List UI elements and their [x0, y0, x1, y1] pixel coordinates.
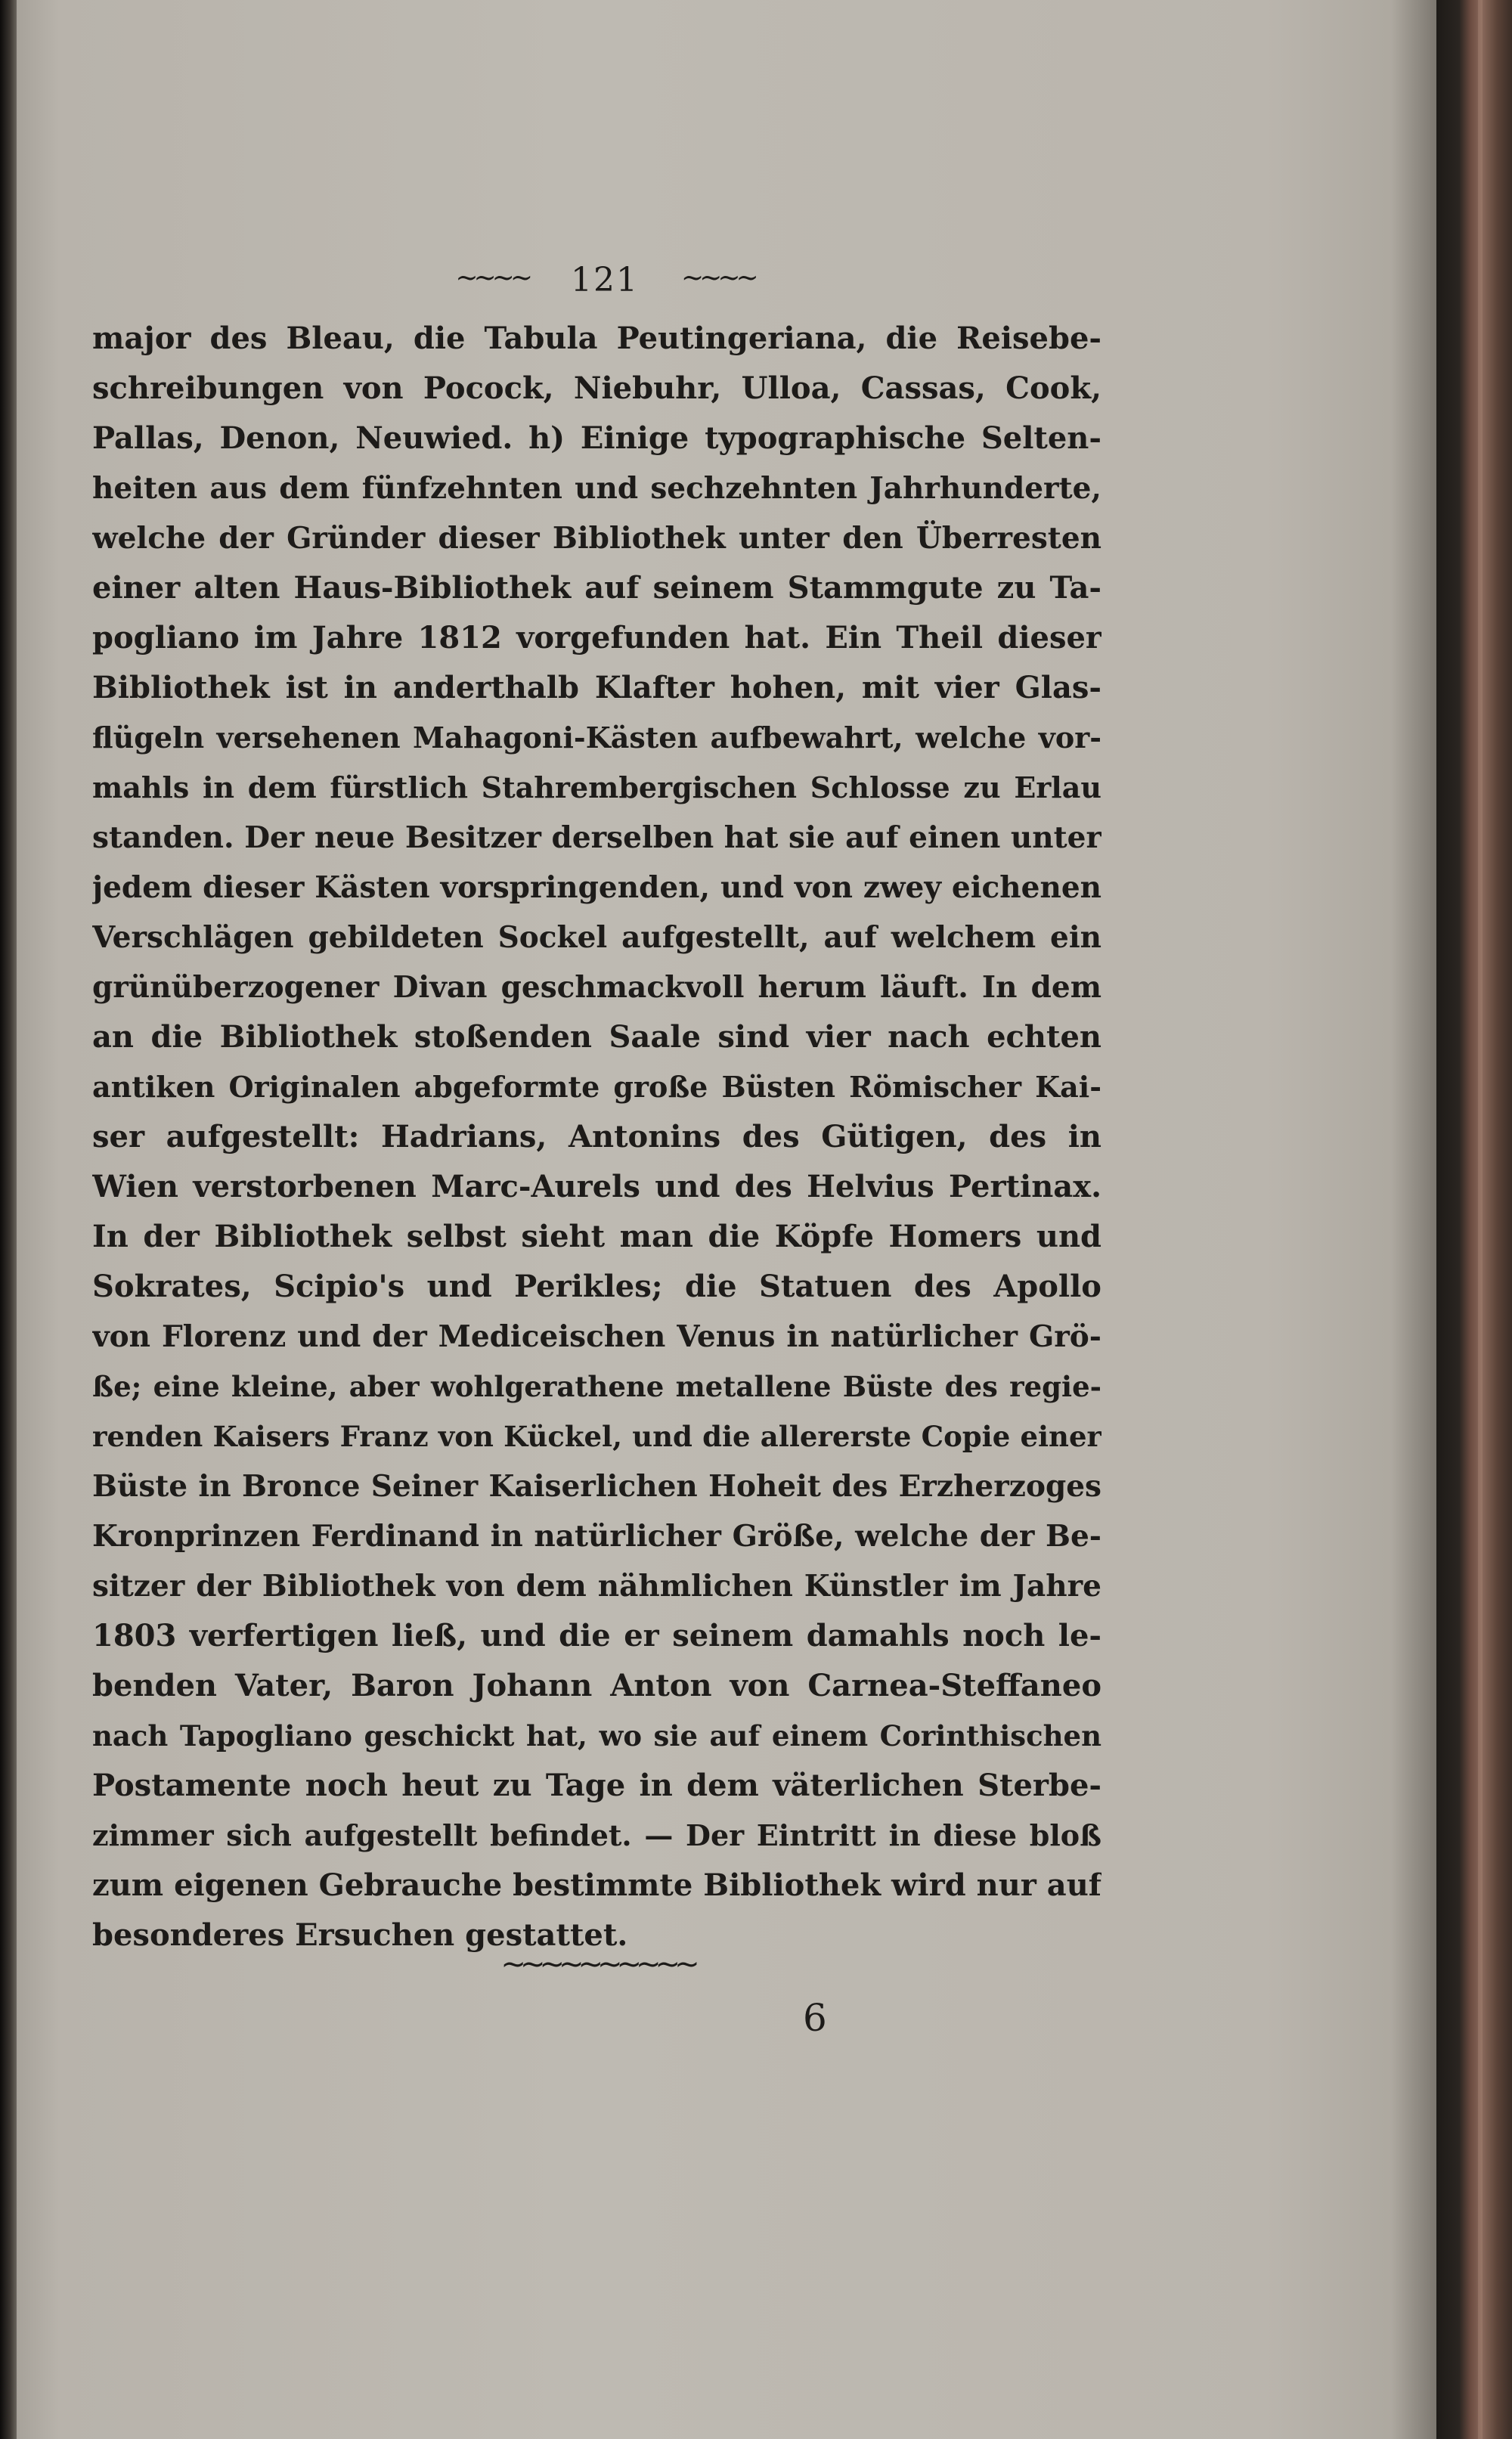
text-line: heiten aus dem fünfzehnten und sechzehnten Jahrhunderte, — [92, 471, 1101, 506]
text-line: ser aufgestellt: Hadrians, Antonins des Gütigen, des in — [92, 1119, 1101, 1154]
text-line: antiken Originalen abgeformte große Büsten Römischer Kai- — [92, 1070, 1101, 1104]
header-ornament-left: ~~~~ — [455, 262, 528, 293]
book-left-edge — [0, 0, 17, 2439]
text-line: schreibungen von Pocock, Niebuhr, Ulloa, Cassas, Cook, — [92, 370, 1101, 406]
text-line: sitzer der Bibliothek von dem nähmlichen Künstler im Jahre — [92, 1569, 1101, 1604]
text-line: ße; eine kleine, aber wohlgerathene metallene Büste des regie- — [92, 1370, 1101, 1403]
text-line: besonderes Ersuchen gestattet. — [92, 1917, 628, 1953]
text-line: Sokrates, Scipio's und Perikles; die Statuen des Apollo — [92, 1269, 1101, 1304]
text-line: Verschlägen gebildeten Sockel aufgestellt, auf welchem ein — [92, 920, 1101, 955]
end-ornament: ~~~~~~~~~~ — [500, 1947, 694, 1982]
text-line: Wien verstorbenen Marc-Aurels und des Helvius Pertinax. — [92, 1169, 1101, 1204]
text-line: renden Kaisers Franz von Kückel, und die allererste Copie einer — [92, 1420, 1101, 1453]
text-line: von Florenz und der Mediceischen Venus in natürlicher Grö- — [92, 1319, 1101, 1354]
text-line: Postamente noch heut zu Tage in dem väterlichen Sterbe- — [92, 1768, 1101, 1803]
text-line: 1803 verfertigen ließ, und die er seinem damahls noch le- — [92, 1618, 1101, 1653]
text-line: an die Bibliothek stoßenden Saale sind vier nach echten — [92, 1019, 1101, 1055]
text-line: zimmer sich aufgestellt befindet. — Der Eintritt in diese bloß — [92, 1818, 1101, 1852]
page-number: 121 — [571, 261, 639, 299]
running-header — [446, 261, 764, 299]
text-line: flügeln versehenen Mahagoni-Kästen aufbewahrt, welche vor- — [92, 721, 1101, 755]
text-line: nach Tapogliano geschickt hat, wo sie auf einem Corinthischen — [92, 1719, 1101, 1753]
text-line: grünüberzogener Divan geschmackvoll herum läuft. In dem — [92, 970, 1101, 1005]
text-line: Kronprinzen Ferdinand in natürlicher Größe, welche der Be- — [92, 1519, 1101, 1554]
text-line: Büste in Bronce Seiner Kaiserlichen Hoheit des Erzherzoges — [92, 1469, 1101, 1504]
text-line: mahls in dem fürstlich Stahrembergischen Schlosse zu Erlau — [92, 770, 1101, 804]
text-line: major des Bleau, die Tabula Peutingeriana, die Reisebe- — [92, 321, 1101, 356]
text-line: Pallas, Denon, Neuwied. h) Einige typographische Selten- — [92, 420, 1101, 456]
text-line: Bibliothek ist in anderthalb Klafter hohen, mit vier Glas- — [92, 670, 1101, 705]
page-edge-stripe — [1478, 0, 1483, 2439]
text-line: pogliano im Jahre 1812 vorgefunden hat. Ein Theil dieser — [92, 620, 1101, 655]
header-ornament-right: ~~~~ — [680, 262, 754, 293]
text-line: standen. Der neue Besitzer derselben hat sie auf einen unter — [92, 820, 1101, 855]
text-line: jedem dieser Kästen vorspringenden, und von zwey eichenen — [92, 870, 1101, 905]
book-right-edge — [1436, 0, 1512, 2439]
text-line: welche der Gründer dieser Bibliothek unter den Überresten — [92, 521, 1101, 556]
gutter-shadow — [1391, 0, 1436, 2439]
text-line: In der Bibliothek selbst sieht man die Köpfe Homers und — [92, 1219, 1101, 1254]
signature-mark: 6 — [803, 1996, 827, 2040]
text-line: zum eigenen Gebrauche bestimmte Bibliothek wird nur auf — [92, 1867, 1101, 1903]
text-line: einer alten Haus-Bibliothek auf seinem Stammgute zu Ta- — [92, 570, 1101, 606]
text-line: benden Vater, Baron Johann Anton von Carnea-Steffaneo — [92, 1668, 1101, 1703]
body-text — [92, 314, 1101, 1960]
